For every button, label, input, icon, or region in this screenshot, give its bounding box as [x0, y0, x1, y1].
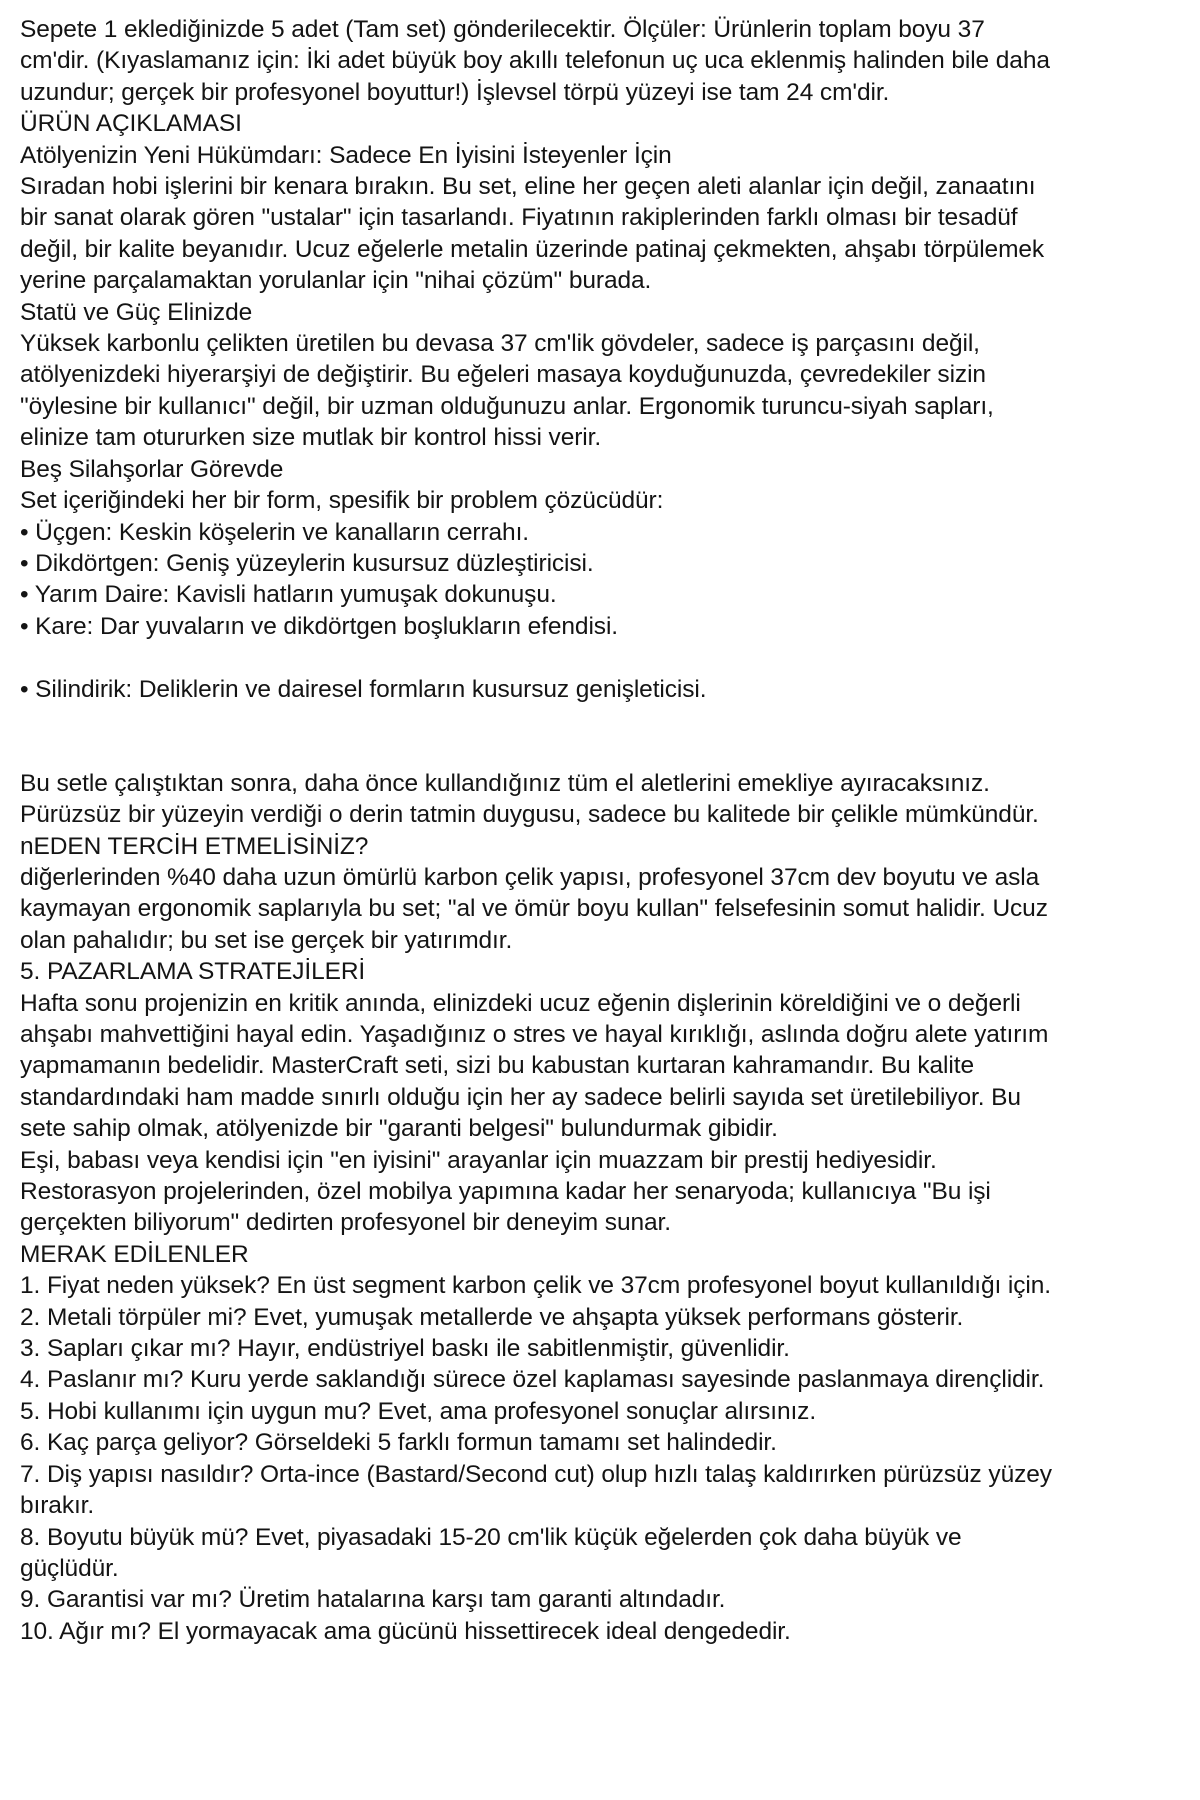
blank-line	[20, 736, 1060, 767]
paragraph-for-masters: Sıradan hobi işlerini bir kenara bırakın. Bu set, eline her geçen aleti alanlar için değil, zanaatını bir sanat olarak gören "ustalar" için tasarlandı. Fiyatının rakiplerinden farklı olması bir tesadüf değil, bir kalite beyanıdır. Ucuz eğelerle metalin üzerinde patinaj çekmekten, ahşabı törpülemek yerine parçalamaktan yorulanlar için "nihai çözüm" burada.	[20, 173, 1051, 295]
bullet-square: • Kare: Dar yuvaların ve dikdörtgen boşlukların efendisi.	[20, 612, 618, 640]
subheading-five-musketeers: Beş Silahşorlar Görevde	[20, 455, 284, 483]
blank-line	[20, 642, 1060, 673]
bullet-cylindrical: • Silindirik: Deliklerin ve dairesel formların kusursuz genişleticisi.	[20, 675, 707, 703]
product-description-body	[20, 14, 1180, 1647]
faq-item-3-handles: 3. Sapları çıkar mı? Hayır, endüstriyel baskı ile sabitlenmiştir, güvenlidir.	[20, 1335, 790, 1363]
faq-item-8-size: 8. Boyutu büyük mü? Evet, piyasadaki 15-20 cm'lik küçük eğelerden çok daha büyük ve güçlüdür.	[20, 1523, 969, 1582]
faq-item-10-weight: 10. Ağır mı? El yormayacak ama gücünü hissettirecek ideal dengededir.	[20, 1617, 791, 1645]
blank-line	[20, 705, 1060, 736]
paragraph-prestige-gift: Eşi, babası veya kendisi için "en iyisini" arayanlar için muazzam bir prestij hediyesidir. Restorasyon projelerinden, özel mobilya yapımına kadar her senaryoda; kullanıcıya "Bu işi gerçekten biliyorum" dedirten profesyonel bir deneyim sunar.	[20, 1146, 998, 1237]
section-heading-marketing-strategies: 5. PAZARLAMA STRATEJİLERİ	[20, 958, 366, 986]
faq-item-6-piece-count: 6. Kaç parça geliyor? Görseldeki 5 farklı formun tamamı set halindedir.	[20, 1429, 777, 1457]
shipping-and-dimensions-paragraph: Sepete 1 eklediğinizde 5 adet (Tam set) gönderilecektir. Ölçüler: Ürünlerin toplam boyu 37 cm'dir. (Kıyaslamanız için: İki adet büyük boy akıllı telefonun uç uca eklenmiş halinden bile daha uzundur; gerçek bir profesyonel boyuttur!) İşlevsel törpü yüzeyi ise tam 24 cm'dir.	[20, 16, 1057, 106]
faq-item-7-tooth-structure: 7. Diş yapısı nasıldır? Orta-ince (Bastard/Second cut) olup hızlı talaş kaldırırken pürüzsüz yüzey bırakır.	[20, 1460, 1059, 1520]
faq-item-4-rust: 4. Paslanır mı? Kuru yerde saklandığı sürece özel kaplaması sayesinde paslanmaya dirençlidir.	[20, 1366, 1045, 1394]
paragraph-set-contents-intro: Set içeriğindeki her bir form, spesifik bir problem çözücüdür:	[20, 487, 664, 515]
paragraph-after-using-this-set: Bu setle çalıştıktan sonra, daha önce kullandığınız tüm el aletlerini emekliye ayıracaksınız. Pürüzsüz bir yüzeyin verdiği o derin tatmin duygusu, sadece bu kalitede bir çelikle mümkündür.	[20, 769, 1039, 829]
faq-item-1-price: 1. Fiyat neden yüksek? En üst segment karbon çelik ve 37cm profesyonel boyut kullanıldığı için.	[20, 1272, 1051, 1300]
section-heading-product-description: ÜRÜN AÇIKLAMASI	[20, 110, 242, 138]
subheading-status-and-power: Statü ve Güç Elinizde	[20, 298, 253, 326]
bullet-half-round: • Yarım Daire: Kavisli hatların yumuşak dokunuşu.	[20, 581, 557, 609]
faq-item-2-metal-filing: 2. Metali törpüler mi? Evet, yumuşak metallerde ve ahşapta yüksek performans gösterir.	[20, 1303, 964, 1331]
paragraph-weekend-project-story: Hafta sonu projenizin en kritik anında, elinizdeki ucuz eğenin dişlerinin köreldiğini ve o değerli ahşabı mahvettiğini hayal edin. Yaşadığınız o stres ve hayal kırıklığı, aslında doğru alete yatırım yapmamanın bedelidir. MasterCraft seti, sizi bu kabustan kurtaran kahramandır. Bu kalite standardındaki ham madde sınırlı olduğu için her ay sadece belirli sayıda set üretilebiliyor. Bu sete sahip olmak, atölyenizde bir "garanti belgesi" bulundurmak gibidir.	[20, 989, 1056, 1143]
subheading-workshop-ruler: Atölyenizin Yeni Hükümdarı: Sadece En İyisini İsteyenler İçin	[20, 141, 672, 169]
faq-item-5-hobby-use: 5. Hobi kullanımı için uygun mu? Evet, ama profesyonel sonuçlar alırsınız.	[20, 1397, 817, 1425]
bullet-triangle: • Üçgen: Keskin köşelerin ve kanalların cerrahı.	[20, 518, 529, 546]
section-heading-faq: MERAK EDİLENLER	[20, 1240, 249, 1268]
paragraph-40-percent-longer-life: diğerlerinden %40 daha uzun ömürlü karbon çelik yapısı, profesyonel 37cm dev boyutu ve asla kaymayan ergonomik saplarıyla bu set; "al ve ömür boyu kullan" felsefesinin somut halidir. Ucuz olan pahalıdır; bu set ise gerçek bir yatırımdır.	[20, 863, 1055, 954]
section-heading-why-choose: nEDEN TERCİH ETMELİSİNİZ?	[20, 832, 369, 860]
faq-item-9-warranty: 9. Garantisi var mı? Üretim hatalarına karşı tam garanti altındadır.	[20, 1586, 726, 1614]
paragraph-high-carbon-steel: Yüksek karbonlu çelikten üretilen bu devasa 37 cm'lik gövdeler, sadece iş parçasını değil, atölyenizdeki hiyerarşiyi de değiştirir. Bu eğeleri masaya koyduğunuzda, çevredekiler sizin "öylesine bir kullanıcı" değil, bir uzman olduğunuzu anlar. Ergonomik turuncu-siyah sapları, elinize tam otururken size mutlak bir kontrol hissi verir.	[20, 330, 1001, 452]
bullet-rectangle: • Dikdörtgen: Geniş yüzeylerin kusursuz düzleştiricisi.	[20, 549, 594, 577]
